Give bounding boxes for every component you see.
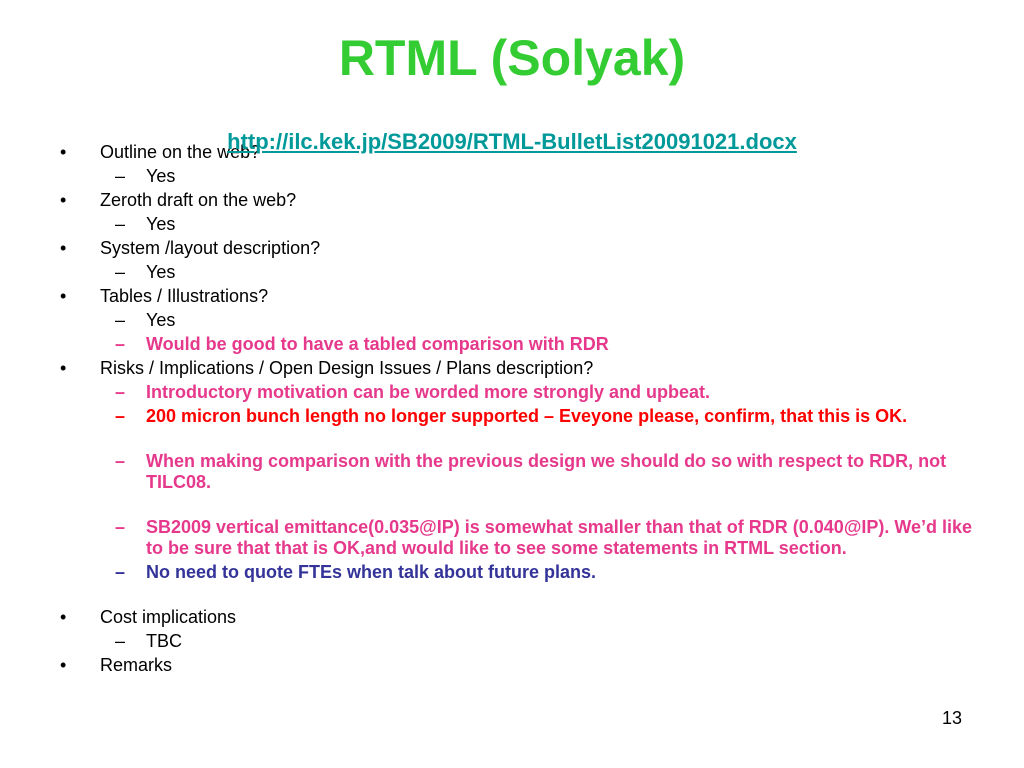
bullet-text: Risks / Implications / Open Design Issues / Plans description? bbox=[100, 358, 594, 378]
bullet-text: When making comparison with the previous design we should do so with respect to RDR, not TILC08. bbox=[146, 451, 947, 492]
dash-marker: – bbox=[115, 562, 126, 582]
paragraph-spacer bbox=[60, 586, 980, 607]
bullet-text: SB2009 vertical emittance(0.035@IP) is somewhat smaller than that of RDR (0.040@IP). We’d like to be sure that that is OK,and would like to see some statements in RTML section. bbox=[146, 517, 973, 558]
dash-marker: – bbox=[115, 451, 126, 471]
bullet-text: Yes bbox=[146, 262, 176, 282]
dash-marker: – bbox=[115, 310, 126, 330]
sub-bullet-item bbox=[60, 382, 980, 403]
paragraph-spacer bbox=[60, 430, 980, 451]
bullet-text: Outline on the web? bbox=[100, 142, 261, 162]
bullet-text: Yes bbox=[146, 166, 176, 186]
bullet-marker: • bbox=[60, 607, 67, 627]
slide-title: RTML (Solyak) bbox=[338, 30, 686, 86]
sub-bullet-item bbox=[60, 334, 980, 355]
bullet-marker: • bbox=[60, 142, 67, 162]
sub-bullet-item bbox=[60, 310, 980, 331]
bullet-list bbox=[60, 142, 980, 679]
dash-marker: – bbox=[115, 631, 126, 651]
sub-bullet-item bbox=[60, 262, 980, 283]
sub-bullet-item bbox=[60, 631, 980, 652]
paragraph-spacer bbox=[60, 496, 980, 517]
bullet-text: System /layout description? bbox=[100, 238, 321, 258]
bullet-text: Yes bbox=[146, 214, 176, 234]
bullet-text: Cost implications bbox=[100, 607, 237, 627]
bullet-text: Zeroth draft on the web? bbox=[100, 190, 297, 210]
bullet-item bbox=[60, 238, 980, 259]
bullet-marker: • bbox=[60, 190, 67, 210]
page-number: 13 bbox=[941, 708, 962, 728]
dash-marker: – bbox=[115, 382, 126, 402]
bullet-text: Tables / Illustrations? bbox=[100, 286, 269, 306]
document-link[interactable]: http://ilc.kek.jp/SB2009/RTML-BulletList20091021.docx bbox=[227, 129, 797, 154]
bullet-item bbox=[60, 655, 980, 676]
dash-marker: – bbox=[115, 517, 126, 537]
bullet-text: Would be good to have a tabled comparison with RDR bbox=[146, 334, 609, 354]
bullet-marker: • bbox=[60, 286, 67, 306]
sub-bullet-item bbox=[60, 406, 980, 427]
sub-bullet-item bbox=[60, 562, 980, 583]
bullet-text: Introductory motivation can be worded more strongly and upbeat. bbox=[146, 382, 711, 402]
sub-bullet-item bbox=[60, 214, 980, 235]
bullet-text: Yes bbox=[146, 310, 176, 330]
dash-marker: – bbox=[115, 214, 126, 234]
dash-marker: – bbox=[115, 262, 126, 282]
bullet-text: TBC bbox=[146, 631, 182, 651]
bullet-marker: • bbox=[60, 358, 67, 378]
sub-bullet-item bbox=[60, 451, 980, 493]
dash-marker: – bbox=[115, 166, 126, 186]
bullet-text: 200 micron bunch length no longer supported – Eveyone please, confirm, that this is OK. bbox=[146, 406, 908, 426]
bullet-item bbox=[60, 286, 980, 307]
dash-marker: – bbox=[115, 406, 126, 426]
bullet-item bbox=[60, 190, 980, 211]
bullet-text: Remarks bbox=[100, 655, 173, 675]
dash-marker: – bbox=[115, 334, 126, 354]
bullet-item bbox=[60, 607, 980, 628]
sub-bullet-item bbox=[60, 166, 980, 187]
sub-bullet-item bbox=[60, 517, 980, 559]
bullet-item bbox=[60, 358, 980, 379]
bullet-text: No need to quote FTEs when talk about future plans. bbox=[146, 562, 597, 582]
bullet-marker: • bbox=[60, 238, 67, 258]
bullet-marker: • bbox=[60, 655, 67, 675]
